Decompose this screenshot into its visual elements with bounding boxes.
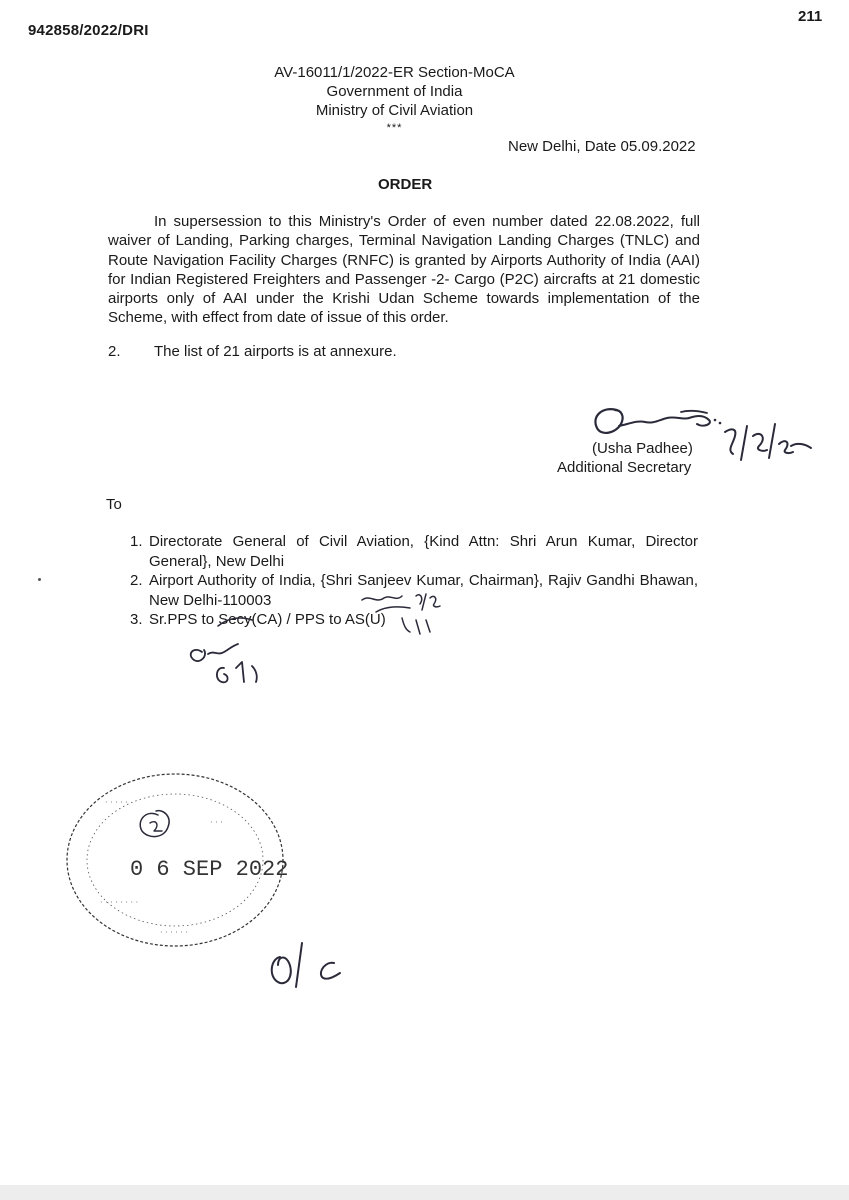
signatory-name: (Usha Padhee): [592, 440, 693, 457]
order-reference-number: AV-16011/1/2022-ER Section-MoCA: [274, 64, 515, 81]
order-title: ORDER: [378, 176, 433, 193]
handwritten-annotations: [180, 590, 470, 700]
svg-text:· · · · · · · ·: · · · · · · · ·: [100, 898, 139, 907]
recipient-item: [130, 532, 698, 571]
to-label: To: [106, 496, 122, 513]
margin-mark: [38, 578, 41, 581]
handwritten-signature: [585, 398, 815, 468]
file-reference-number: 942858/2022/DRI: [28, 22, 149, 39]
signatory-designation: Additional Secretary: [557, 459, 692, 476]
government-heading: Government of India: [326, 83, 463, 100]
recipient-text: Directorate General of Civil Aviation, {Kind Attn: Shri Arun Kumar, Director General}, New Delhi: [149, 533, 698, 570]
order-paragraph-1: In supersession to this Ministry's Order of even number dated 22.08.2022, full waiver of Landing, Parking charges, Terminal Navigation Landing Charges (TNLC) and Route Navigation Facility Charges (RNFC) is granted by Airports Authority of India (AAI) for Indian Registered Freighters and Passenger -2- Cargo (P2C) aircrafts at 21 domestic airports only of AAI under the Krishi Udan Scheme towards implementation of the Scheme, with effect from date of issue of this order.: [108, 213, 700, 327]
stamp-date: 0 6 SEP 2022: [130, 857, 289, 882]
paragraph-number: 2.: [108, 343, 121, 360]
place-and-date: New Delhi, Date 05.09.2022: [508, 138, 696, 155]
svg-text:· · · · · ·: · · · · · ·: [160, 928, 188, 937]
handwritten-file-mark: [260, 935, 360, 995]
svg-text:· · ·: · · ·: [210, 818, 223, 827]
svg-text:· · · · ·: · · · · ·: [105, 798, 128, 807]
recipient-text: Sr.PPS to Secy(CA) / PPS to AS(U): [149, 611, 386, 628]
received-stamp: [60, 765, 290, 955]
order-paragraph-2: [108, 343, 397, 360]
recipient-number: 2.: [130, 572, 143, 589]
ministry-heading: Ministry of Civil Aviation: [315, 102, 474, 119]
page-edge-shadow: [0, 1185, 849, 1200]
recipient-number: 3.: [130, 611, 143, 628]
header-separator: ***: [386, 122, 403, 134]
page-number-marker: 211: [798, 8, 823, 25]
paragraph-text: The list of 21 airports is at annexure.: [154, 343, 397, 360]
recipient-text: Airport Authority of India, {Shri Sanjeev Kumar, Chairman}, Rajiv Gandhi Bhawan, New Delhi-110003: [149, 572, 698, 609]
recipient-number: 1.: [130, 533, 143, 550]
